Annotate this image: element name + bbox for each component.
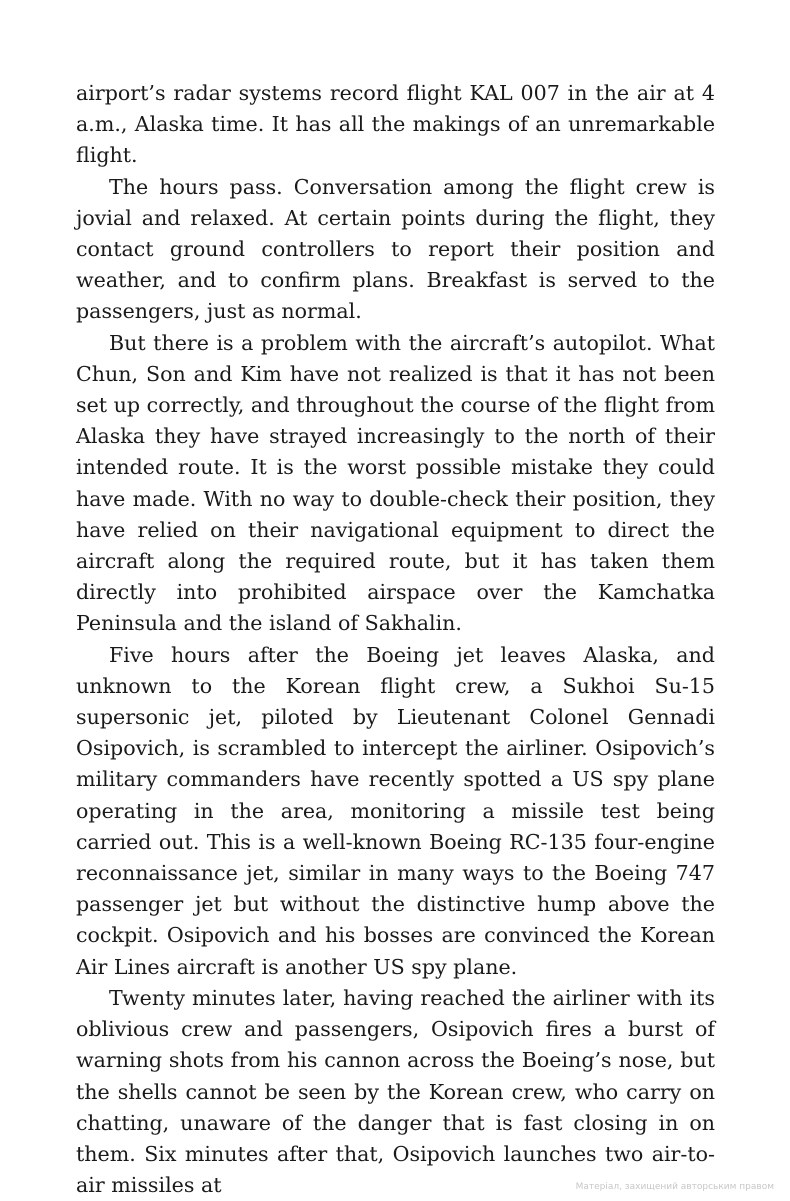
paragraph-2: The hours pass. Conversation among the flight crew is jovial and relaxed. At certain points during the flight, they contact ground controllers to report their position and weather, and to confirm plans. Breakfast is served to the passengers, just as normal. — [76, 174, 715, 324]
paragraph-1: airport’s radar systems record flight KAL 007 in the air at 4 a.m., Alaska time. It has all the makings of an unremarkable flight. — [76, 81, 715, 168]
paragraph-4: Five hours after the Boeing jet leaves Alaska, and unknown to the Korean flight crew, a Sukhoi Su-15 supersonic jet, piloted by Lieutenant Colonel Gennadi Osipovich, is scrambled to intercept the airliner. Osipovich’s military commanders have recently spotted a US spy plane operating in the area, monitoring a missile test being carried out. This is a well-known Boeing RC-135 four-engine reconnaissance jet, similar in many ways to the Boeing 747 passenger jet but without the distinctive hump above the cockpit. Osipovich and his bosses are convinced the Korean Air Lines aircraft is another US spy plane. — [76, 642, 715, 979]
paragraph-3: But there is a problem with the aircraft’s autopilot. What Chun, Son and Kim have not realized is that it has not been set up correctly, and throughout the course of the flight from Alaska they have strayed increasingly to the north of their intended route. It is the worst possible mistake they could have made. With no way to double-check their position, they have relied on their navigational equipment to direct the aircraft along the required route, but it has taken them directly into prohibited airspace over the Kamchatka Peninsula and the island of Sakhalin. — [76, 330, 715, 636]
page-body — [76, 78, 715, 1201]
paragraph-5: Twenty minutes later, having reached the airliner with its oblivious crew and passengers, Osipovich fires a burst of warning shots from his cannon across the Boeing’s nose, but the shells cannot be seen by the Korean crew, who carry on chatting, unaware of the danger that is fast closing in on them. Six minutes after that, Osipovich launches two air-to-air missiles at — [76, 985, 715, 1198]
copyright-watermark: Матеріал, захищений авторським правом — [575, 1182, 774, 1192]
